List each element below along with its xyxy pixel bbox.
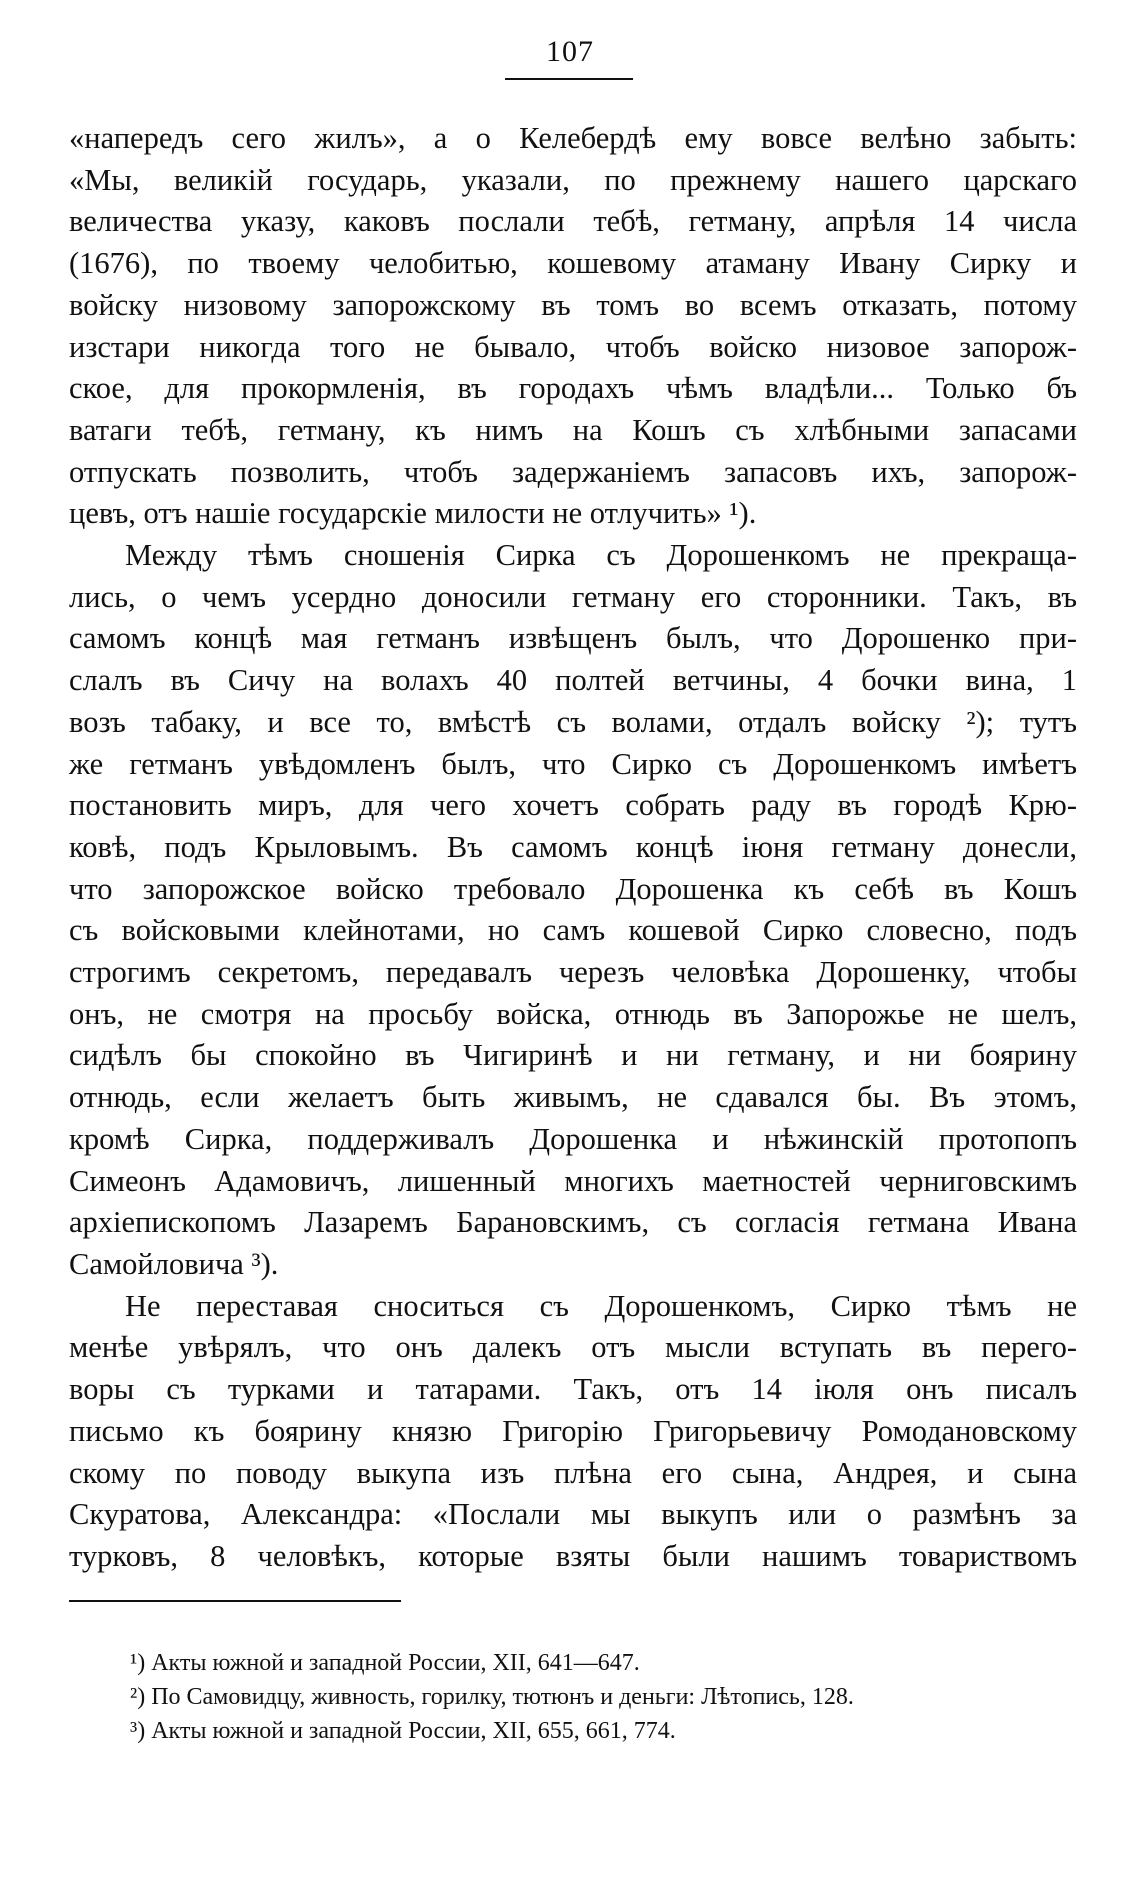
text-line: что запорожское войско требовало Дорошенка къ себѣ въ Кошъ	[69, 871, 1077, 906]
text-line: же гетманъ увѣдомленъ былъ, что Сирко съ Дорошенкомъ имѣетъ	[69, 746, 1077, 781]
footnote-3: ³) Акты южной и западной России, XII, 655, 661, 774.	[130, 1718, 676, 1744]
text-line: отнюдь, если желаетъ быть живымъ, не сдавался бы. Въ этомъ,	[69, 1080, 1077, 1115]
text-line: постановить миръ, для чего хочетъ собрать раду въ городѣ Крю-	[69, 788, 1077, 823]
text-line: ватаги тебѣ, гетману, къ нимъ на Кошъ съ хлѣбными запасами	[69, 412, 1077, 447]
text-line: Не переставая сноситься съ Дорошенкомъ, Сирко тѣмъ не	[125, 1288, 1077, 1323]
paragraph-2	[69, 535, 1077, 1286]
footnote-2: ²) По Самовидцу, живность, горилку, тютюнъ и деньги: Лѣтопись, 128.	[130, 1684, 854, 1710]
text-line: Симеонъ Адамовичъ, лишенный многихъ маетностей черниговскимъ	[69, 1163, 1077, 1198]
footnote-1: ¹) Акты южной и западной России, XII, 641—647.	[130, 1650, 640, 1676]
paragraph-1	[69, 118, 1077, 535]
text-line: слалъ въ Сичу на волахъ 40 полтей ветчины, 4 бочки вина, 1	[69, 663, 1077, 698]
paragraph-3	[69, 1286, 1077, 1578]
text-line: войску низовому запорожскому въ томъ во всемъ отказать, потому	[69, 287, 1077, 322]
text-line: съ войсковыми клейнотами, но самъ кошевой Сирко словесно, подъ	[69, 913, 1077, 948]
text-line: возъ табаку, и все то, вмѣстѣ съ волами, отдалъ войску ²); тутъ	[69, 704, 1077, 739]
text-line: турковъ, 8 человѣкъ, которые взяты были нашимъ товариствомъ	[69, 1538, 1077, 1573]
text-line: ское, для прокормленія, въ городахъ чѣмъ владѣли... Только бъ	[69, 371, 1077, 406]
text-line: цевъ, отъ нашіе государскіе милости не отлучить» ¹).	[69, 496, 757, 531]
text-line: Самойловича ³).	[69, 1246, 279, 1281]
page-number: 107	[546, 35, 594, 68]
text-line: воры съ турками и татарами. Такъ, отъ 14 іюля онъ писалъ	[69, 1372, 1077, 1407]
footnotes	[130, 1646, 1080, 1748]
page-number-underline	[505, 78, 633, 80]
body-text	[69, 118, 1077, 1578]
text-line: Скуратова, Александра: «Послали мы выкупъ или о размѣнъ за	[69, 1497, 1077, 1532]
text-line: лись, о чемъ усердно доносили гетману его сторонники. Такъ, въ	[69, 579, 1077, 614]
footnote-separator	[69, 1600, 401, 1602]
text-line: строгимъ секретомъ, передавалъ черезъ человѣка Дорошенку, чтобы	[69, 955, 1077, 990]
text-line: письмо къ боярину князю Григорію Григорьевичу Ромодановскому	[69, 1413, 1077, 1448]
text-line: архіепископомъ Лазаремъ Барановскимъ, съ согласія гетмана Ивана	[69, 1205, 1077, 1240]
text-line: менѣе увѣрялъ, что онъ далекъ отъ мысли вступать въ перего-	[69, 1330, 1077, 1365]
text-line: «Мы, великій государь, указали, по прежнему нашего царскаго	[69, 162, 1077, 197]
text-line: величества указу, каковъ послали тебѣ, гетману, апрѣля 14 числа	[69, 204, 1077, 239]
text-line: ковѣ, подъ Крыловымъ. Въ самомъ концѣ іюня гетману донесли,	[69, 829, 1077, 864]
text-line: сидѣлъ бы спокойно въ Чигиринѣ и ни гетману, и ни боярину	[69, 1038, 1077, 1073]
text-line: отпускать позволить, чтобъ задержаніемъ запасовъ ихъ, запорож-	[69, 454, 1077, 489]
text-line: изстари никогда того не бывало, чтобъ войско низовое запорож-	[69, 329, 1077, 364]
text-line: (1676), по твоему челобитью, кошевому атаману Ивану Сирку и	[69, 246, 1077, 281]
text-line: скому по поводу выкупа изъ плѣна его сына, Андрея, и сына	[69, 1455, 1077, 1490]
text-line: онъ, не смотря на просьбу войска, отнюдь въ Запорожье не шелъ,	[69, 996, 1077, 1031]
text-line: «напередъ сего жилъ», а о Келебердѣ ему вовсе велѣно забыть:	[69, 121, 1077, 155]
text-line: кромѣ Сирка, поддерживалъ Дорошенка и нѣжинскій протопопъ	[69, 1121, 1077, 1156]
text-line: Между тѣмъ сношенія Сирка съ Дорошенкомъ не прекраща-	[125, 538, 1077, 573]
text-line: самомъ концѣ мая гетманъ извѣщенъ былъ, что Дорошенко при-	[69, 621, 1077, 656]
